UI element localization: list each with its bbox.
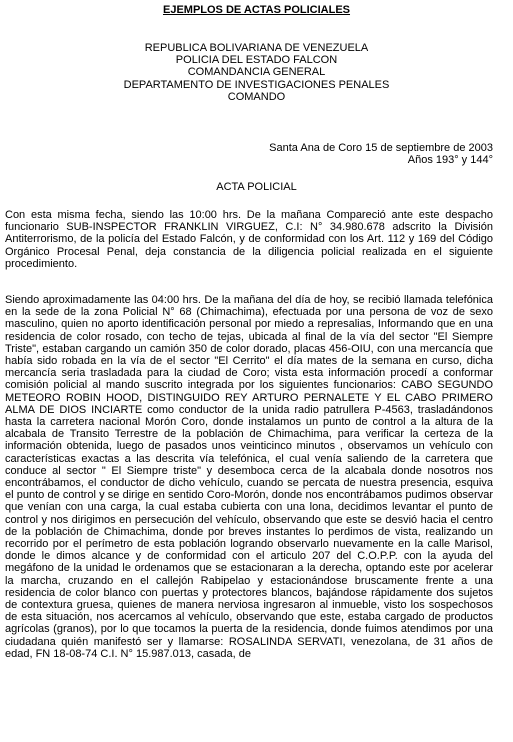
paragraph-intro: Con esta misma fecha, siendo las 10:00 hrs. De la mañana Compareció ante este despacho funcionario SUB-INSPECTOR FRANKLIN VIRGUEZ, C.I: N° 34.980.678 adscrito la División Antiterrorismo, de la policía del Estado Falcón, y de conformidad con los Art. 112 y 169 del Código Orgánico Procesal Penal, deja constancia de la diligencia policial realizada en el siguiente procedimiento.	[5, 209, 493, 270]
acta-title: ACTA POLICIAL	[216, 181, 297, 193]
header-line-republic: REPUBLICA BOLIVARIANA DE VENEZUELA	[144, 42, 369, 54]
place-date: Santa Ana de Coro 15 de septiembre de 2003	[269, 142, 493, 154]
paragraph-narrative: Siendo aproximadamente las 04:00 hrs. De la mañana del día de hoy, se recibió llamada telefónica en la sede de la zona Policial N° 68 (Chimachima), efectuada por una persona de voz de sexo masculino, quien no aporto identificación personal por miedo a represalias, Informando que en una residencia de color rosado, con techo de tejas, ubicada al final de la vía del sector "El Siempre Triste", estaban cargando un camión 350 de color dorado, placas 456-OIU, con una mercancía que había sido robada en la vía de el sector "El Cerrito" el día mates de la semana en curso, dicha mercancía seria trasladada para la ciudad de Coro; vista esta información procedí a conformar comisión policial al mando suscrito integrada por los siguientes funcionarios: CABO SEGUNDO METEORO ROBIN HOOD, DISTINGUIDO REY ARTURO PERNALETE Y EL CABO PRIMERO ALMA DE DIOS INCIARTE como conductor de la unida radio patrullera P-4563, trasladándonos hasta la carretera nacional Morón Coro, donde instalamos un punto de control a la altura de la alcabala de Transito Terrestre de la población de Chimachima, para verificar la certeza de la información obtenida, luego de pasados unos veinticinco minutos , observamos un vehículo con características exactas a las descrita vía telefónica, el cual venía saliendo de la carretera que conduce al sector " El Siempre triste" y desemboca cerca de la alcabala donde nosotros nos encontrábamos, el conductor de dicho vehículo, cuando se percata de nuestra presencia, esquiva el punto de control y se dirige en sentido Coro-Morón, donde nos encontrábamos pudimos observar que venían con una carga, la cual estaba cubierta con una lona, decidimos levantar el punto de control y nos dirigimos en persecución del vehículo, observando que este se desvió hacia el centro de la población de Chimachima, donde por breves instantes lo perdimos de vista, realizando un recorrido por el perímetro de esta población logrando observarlo nuevamente en la calle Marisol, donde le dimos alcance y de conformidad con el articulo 207 del C.O.P.P. con la ayuda del megáfono de la unidad le ordenamos que se estacionaran a la derecha, optando este por acelerar la marcha, cruzando en el callejón Rabipelao y estacionándose bruscamente frente a una residencia de color blanco con puertas y protectores blancos, bajándose rápidamente dos sujetos de contextura gruesa, quienes de manera nerviosa ingresaron al inmueble, visto los sospechosos de esta situación, nos acercamos al vehículo, observando que este, estaba cargado de productos agrícolas (granos), por lo que tocamos la puerta de la residencia, donde fuimos atendimos por una ciudadana quién manifestó ser y llamarse: ROSALINDA SERVATI, venezolana, de 31 años de edad, FN 18-08-74 C.I. N° 15.987.013, casada, de	[5, 294, 493, 660]
years-line: Años 193° y 144°	[407, 154, 493, 167]
header-line-police: POLICIA DEL ESTADO FALCON	[175, 54, 338, 67]
institution-header	[0, 42, 513, 103]
document-title: EJEMPLOS DE ACTAS POLICIALES	[162, 4, 351, 16]
header-line-department: DEPARTAMENTO DE INVESTIGACIONES PENALES	[123, 78, 390, 91]
dateline	[193, 142, 493, 166]
header-line-comando: COMANDO	[227, 90, 286, 103]
header-line-command: COMANDANCIA GENERAL	[187, 66, 326, 79]
